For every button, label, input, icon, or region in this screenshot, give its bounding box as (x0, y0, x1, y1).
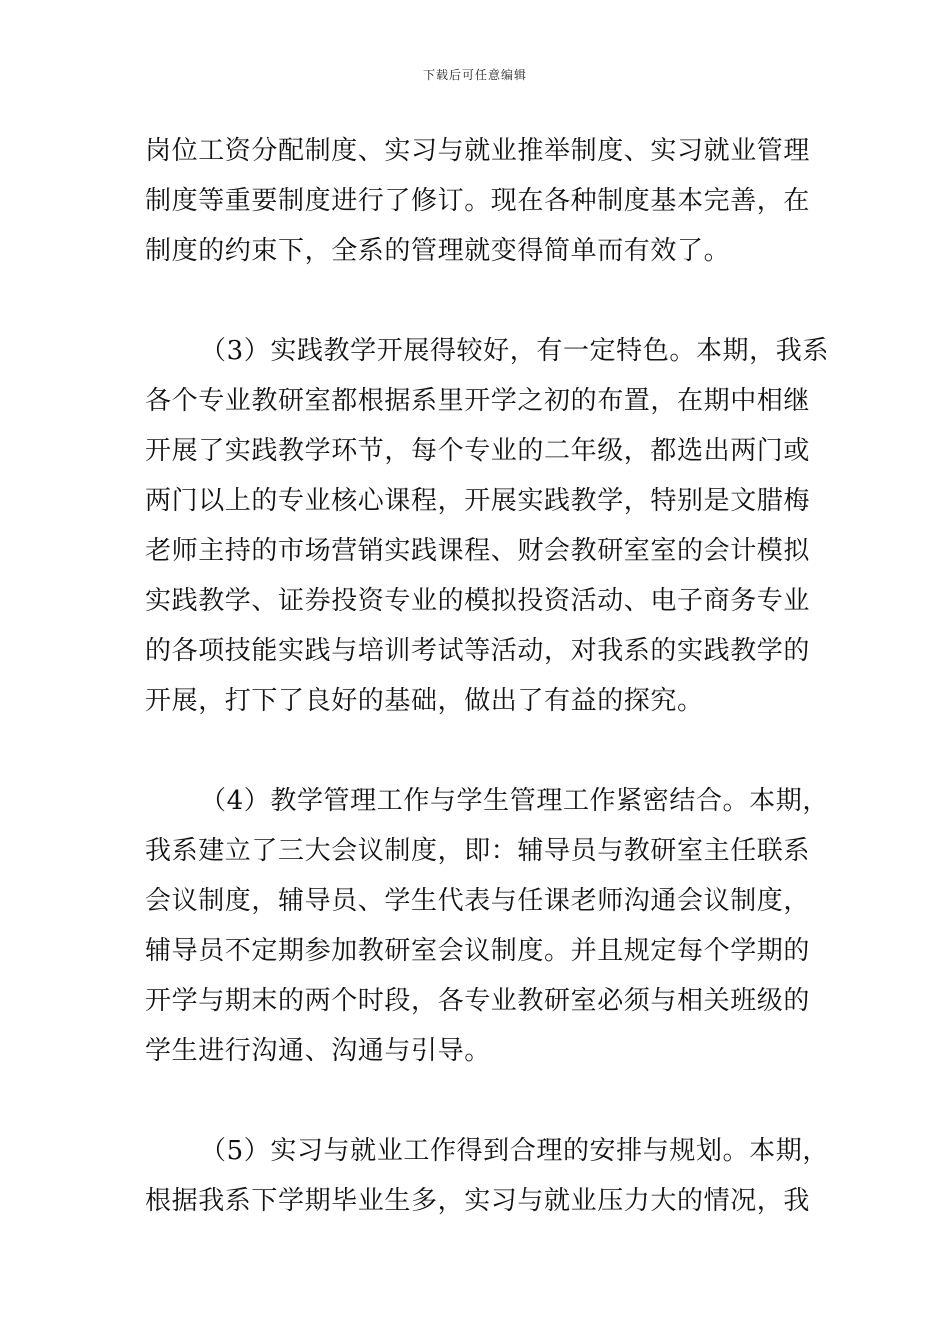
paragraph-3-line-1: （4）教学管理工作与学生管理工作紧密结合。本期， (200, 786, 829, 816)
paragraph-3-line-3: 会议制度，辅导员、学生代表与任课老师沟通会议制度， (145, 886, 811, 916)
paragraph-3-line-5: 开学与期末的两个时段，各专业教研室必须与相关班级的 (145, 986, 811, 1016)
paragraph-2-line-8: 开展，打下了良好的基础，做出了有益的探究。 (145, 686, 704, 716)
paragraph-4-line-1: （5）实习与就业工作得到合理的安排与规划。本期， (200, 1136, 829, 1166)
paragraph-2-line-3: 开展了实践教学环节，每个专业的二年级，都选出两门或 (145, 436, 811, 466)
paragraph-3-line-4: 辅导员不定期参加教研室会议制度。并且规定每个学期的 (145, 936, 811, 966)
paragraph-2-line-6: 实践教学、证券投资专业的模拟投资活动、电子商务专业 (145, 586, 811, 616)
paragraph-2-line-5: 老师主持的市场营销实践课程、财会教研室室的会计模拟 (145, 536, 811, 566)
paragraph-1-line-2: 制度等重要制度进行了修订。现在各种制度基本完善，在 (145, 186, 811, 216)
paragraph-3-line-6: 学生进行沟通、沟通与引导。 (145, 1036, 491, 1066)
paragraph-2-line-7: 的各项技能实践与培训考试等活动，对我系的实践教学的 (145, 636, 811, 666)
paragraph-2-line-4: 两门以上的专业核心课程，开展实践教学，特别是文腊梅 (145, 486, 811, 516)
paragraph-2-line-1: （3）实践教学开展得较好，有一定特色。本期，我系 (200, 336, 829, 366)
page-header: 下载后可任意编辑 (422, 68, 527, 82)
paragraph-1-line-1: 岗位工资分配制度、实习与就业推举制度、实习就业管理 (145, 136, 811, 166)
paragraph-3-line-2: 我系建立了三大会议制度，即：辅导员与教研室主任联系 (145, 836, 811, 866)
paragraph-4-line-2: 根据我系下学期毕业生多，实习与就业压力大的情况，我 (145, 1186, 811, 1216)
paragraph-1-line-3: 制度的约束下，全系的管理就变得简单而有效了。 (145, 236, 731, 266)
paragraph-2-line-2: 各个专业教研室都根据系里开学之初的布置，在期中相继 (145, 386, 811, 416)
